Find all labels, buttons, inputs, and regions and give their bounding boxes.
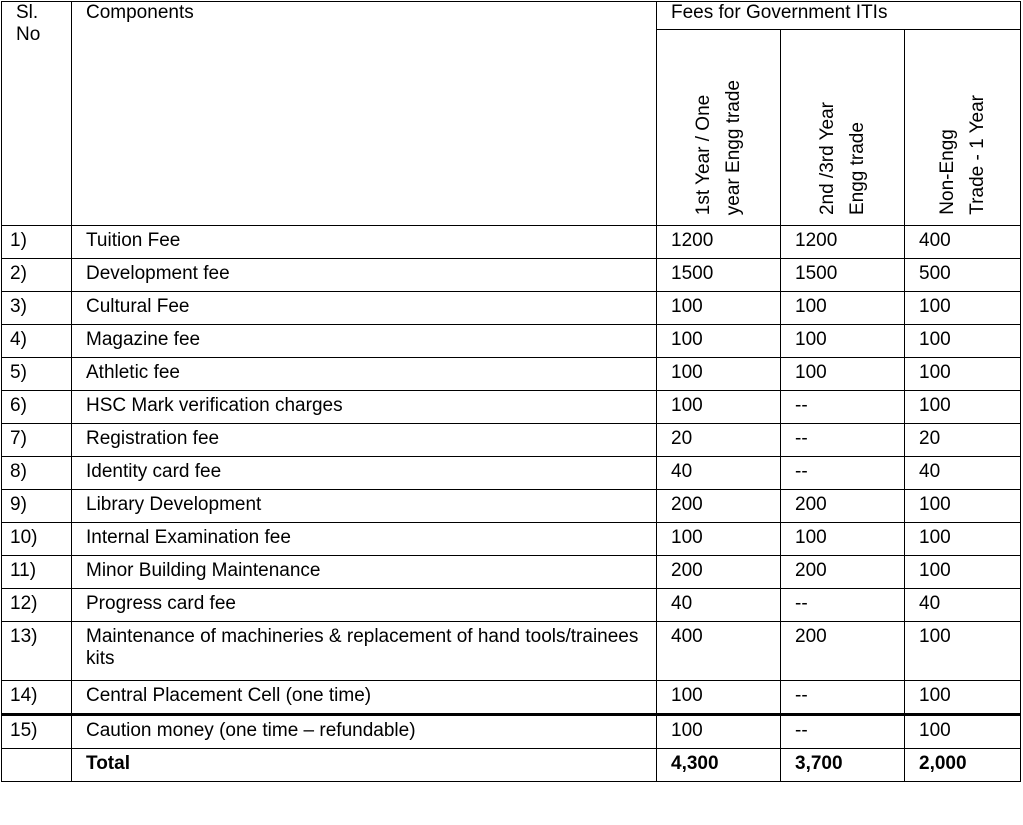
row-component: Minor Building Maintenance [72,556,657,589]
table-row [2,391,1021,424]
header-col-3 [905,30,1021,226]
header-col-1-line2: year Engg trade [722,79,744,215]
header-col-2-line2: Engg trade [846,122,868,215]
row-sl-number: 13) [2,622,72,681]
header-col-2-line1: 2nd /3rd Year [816,101,838,215]
row-value-1: 400 [657,622,781,681]
row-value-2: -- [781,589,905,622]
row-value-2: 100 [781,292,905,325]
row-value-2: 100 [781,358,905,391]
row-value-1: 40 [657,589,781,622]
table-row [2,715,1021,749]
row-value-1: 100 [657,523,781,556]
total-value-2: 3,700 [781,749,905,782]
total-label: Total [72,749,657,782]
row-value-2: -- [781,457,905,490]
table-row [2,325,1021,358]
row-value-3: 100 [905,681,1021,715]
total-row [2,749,1021,782]
fees-table [1,1,1021,782]
row-value-2: -- [781,681,905,715]
row-component: Central Placement Cell (one time) [72,681,657,715]
table-row [2,424,1021,457]
row-value-3: 100 [905,715,1021,749]
row-value-2: 1200 [781,226,905,259]
row-component: HSC Mark verification charges [72,391,657,424]
header-col-2 [781,30,905,226]
row-value-1: 200 [657,490,781,523]
row-sl-number: 5) [2,358,72,391]
table-row [2,259,1021,292]
header-col-3-line1: Non-Engg [936,129,958,215]
row-value-1: 20 [657,424,781,457]
total-value-1: 4,300 [657,749,781,782]
row-component: Internal Examination fee [72,523,657,556]
row-value-3: 500 [905,259,1021,292]
header-components: Components [72,2,657,226]
header-col-3-line2: Trade - 1 Year [966,95,988,215]
table-row [2,556,1021,589]
row-value-3: 40 [905,457,1021,490]
header-col-1-line1: 1st Year / One [692,94,714,215]
table-row [2,681,1021,715]
row-value-3: 400 [905,226,1021,259]
row-value-2: 200 [781,490,905,523]
row-value-2: 1500 [781,259,905,292]
row-value-1: 1200 [657,226,781,259]
row-component: Caution money (one time – refundable) [72,715,657,749]
row-sl-number: 4) [2,325,72,358]
row-value-1: 40 [657,457,781,490]
header-row [2,2,1021,30]
row-component: Progress card fee [72,589,657,622]
row-value-2: 100 [781,523,905,556]
row-sl-number: 8) [2,457,72,490]
row-value-1: 1500 [657,259,781,292]
row-component: Identity card fee [72,457,657,490]
row-sl-number: 1) [2,226,72,259]
row-value-2: -- [781,715,905,749]
row-component: Athletic fee [72,358,657,391]
row-sl-number: 10) [2,523,72,556]
row-component: Registration fee [72,424,657,457]
table-row [2,457,1021,490]
table-row [2,292,1021,325]
header-group-title: Fees for Government ITIs [657,2,1021,30]
row-value-2: -- [781,391,905,424]
row-sl-number: 14) [2,681,72,715]
row-value-2: -- [781,424,905,457]
total-sl [2,749,72,782]
row-value-1: 100 [657,358,781,391]
row-value-1: 100 [657,681,781,715]
header-sl-line2: No [16,24,41,45]
row-value-3: 100 [905,556,1021,589]
row-value-3: 20 [905,424,1021,457]
row-value-3: 40 [905,589,1021,622]
row-sl-number: 12) [2,589,72,622]
table-row [2,589,1021,622]
row-value-3: 100 [905,490,1021,523]
table-row [2,622,1021,681]
row-sl-number: 9) [2,490,72,523]
row-value-3: 100 [905,622,1021,681]
header-col-1 [657,30,781,226]
row-value-3: 100 [905,292,1021,325]
table-row [2,490,1021,523]
row-component: Development fee [72,259,657,292]
row-value-2: 100 [781,325,905,358]
row-sl-number: 2) [2,259,72,292]
row-component: Cultural Fee [72,292,657,325]
row-value-3: 100 [905,358,1021,391]
row-sl-number: 11) [2,556,72,589]
row-sl-number: 3) [2,292,72,325]
row-value-3: 100 [905,325,1021,358]
row-component: Magazine fee [72,325,657,358]
table-row [2,226,1021,259]
header-sl-no [2,2,72,226]
total-value-3: 2,000 [905,749,1021,782]
row-sl-number: 7) [2,424,72,457]
row-value-1: 100 [657,391,781,424]
fees-table-body [2,226,1021,782]
row-value-3: 100 [905,523,1021,556]
row-value-3: 100 [905,391,1021,424]
table-row [2,523,1021,556]
row-value-2: 200 [781,622,905,681]
row-value-1: 100 [657,325,781,358]
table-row [2,358,1021,391]
header-sl-line1: Sl. [16,2,39,23]
row-value-2: 200 [781,556,905,589]
row-value-1: 100 [657,715,781,749]
row-component: Library Development [72,490,657,523]
row-value-1: 200 [657,556,781,589]
row-sl-number: 15) [2,715,72,749]
row-component: Tuition Fee [72,226,657,259]
row-component: Maintenance of machineries & replacement of hand tools/trainees kits [72,622,657,681]
row-sl-number: 6) [2,391,72,424]
row-value-1: 100 [657,292,781,325]
